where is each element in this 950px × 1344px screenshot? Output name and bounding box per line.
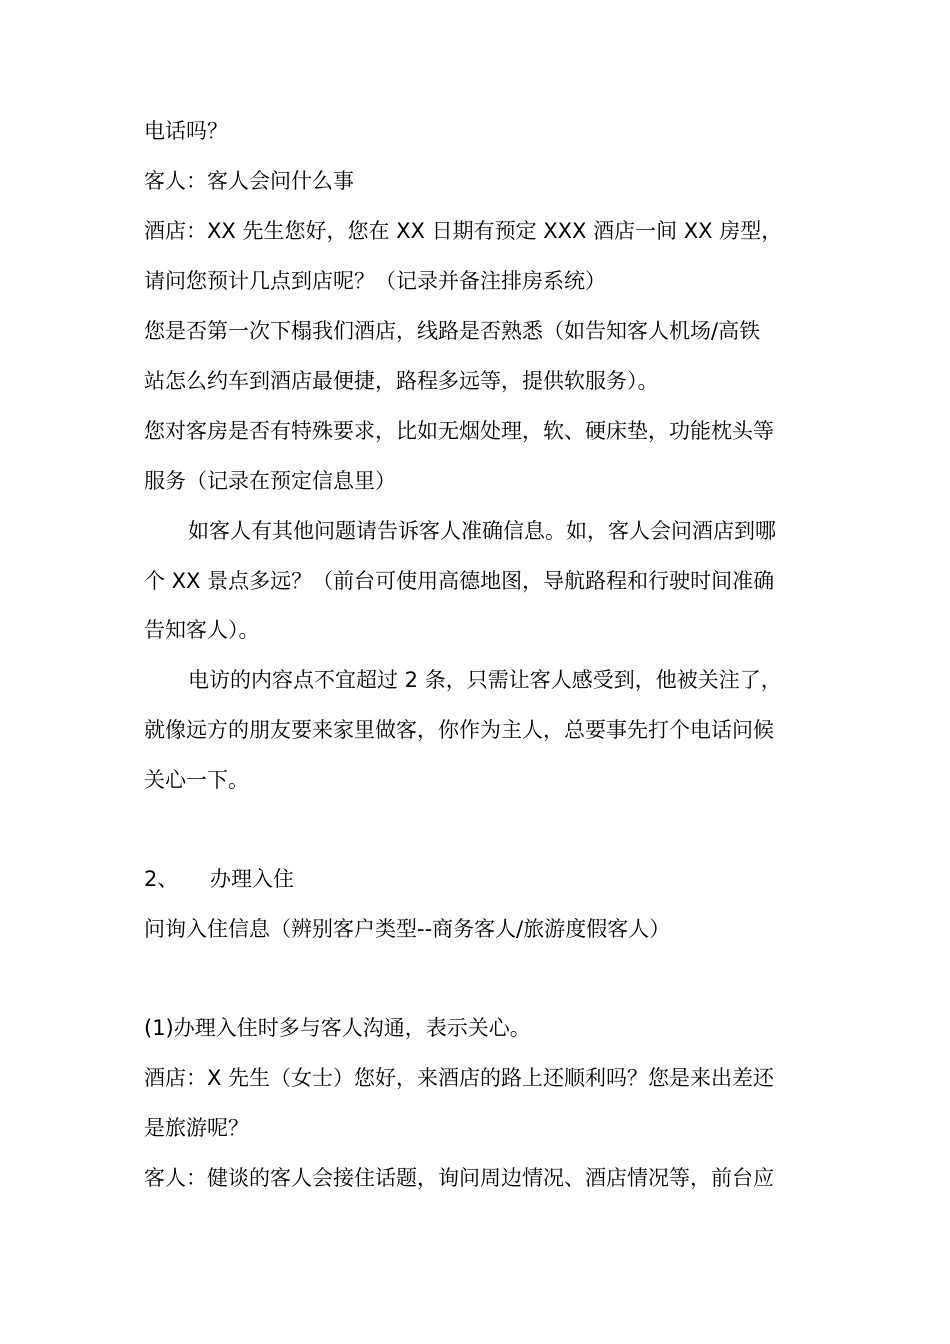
- text-line: 是旅游呢？: [144, 1116, 249, 1140]
- text-line: 请问您预计几点到店呢？（记录并备注排房系统）: [144, 269, 606, 293]
- text-line: 问询入住信息（辨别客户类型--商务客人/旅游度假客人）: [144, 917, 671, 941]
- text-line: 服务（记录在预定信息里）: [144, 469, 396, 493]
- text-line: 客人：健谈的客人会接住话题，询问周边情况、酒店情况等，前台应: [144, 1166, 774, 1190]
- text-line: 客人：客人会问什么事: [144, 169, 354, 193]
- text-line: 就像远方的朋友要来家里做客，你作为主人，总要事先打个电话问候: [144, 718, 774, 742]
- text-line: 您对客房是否有特殊要求，比如无烟处理，软、硬床垫，功能枕头等: [144, 419, 774, 443]
- text-line: (1)办理入住时多与客人沟通，表示关心。: [144, 1016, 531, 1040]
- text-line: 酒店：XX 先生您好，您在 XX 日期有预定 XXX 酒店一间 XX 房型，: [144, 219, 783, 243]
- text-line: 站怎么约车到酒店最便捷，路程多远等，提供软服务）。: [144, 369, 659, 393]
- text-line: 电访的内容点不宜超过 2 条，只需让客人感受到，他被关注了，: [188, 668, 782, 692]
- text-line: 电话吗？: [144, 119, 228, 143]
- text-line: 您是否第一次下榻我们酒店，线路是否熟悉（如告知客人机场/高铁: [144, 319, 761, 343]
- text-line: 个 XX 景点多远？（前台可使用高德地图，导航路程和行驶时间准确: [144, 569, 775, 593]
- section-number: 2、: [144, 867, 179, 891]
- text-line: 如客人有其他问题请告诉客人准确信息。如，客人会问酒店到哪: [188, 519, 776, 543]
- section-title: 办理入住: [210, 867, 294, 891]
- text-line: 告知客人）。: [144, 618, 260, 642]
- text-line: 酒店：X 先生（女士）您好，来酒店的路上还顺利吗？您是来出差还: [144, 1066, 775, 1090]
- text-line: 关心一下。: [144, 768, 249, 792]
